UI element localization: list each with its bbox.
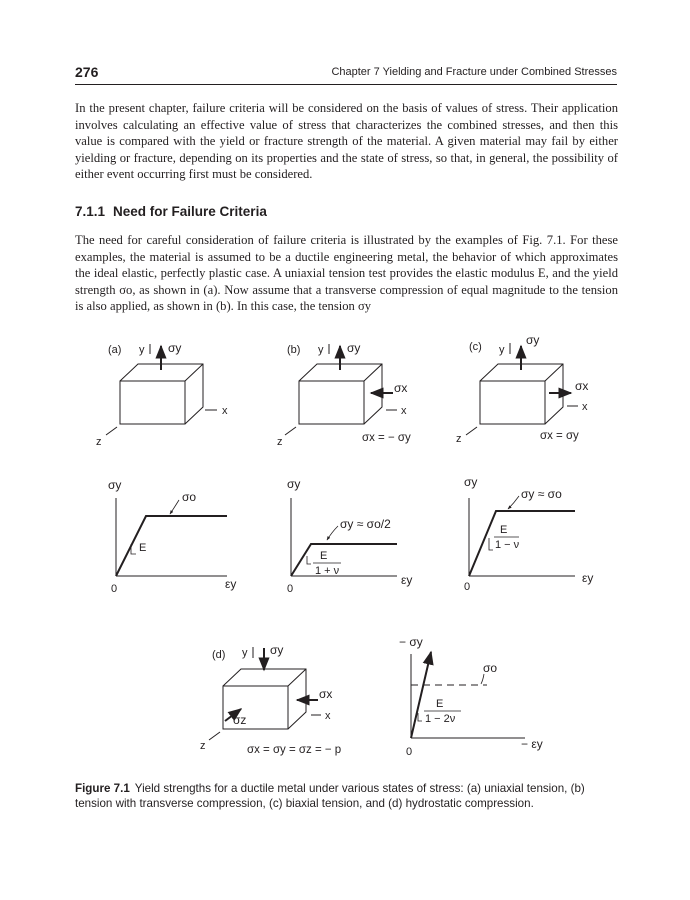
- cube-d-condition: σx = σy = σz = − p: [247, 744, 342, 756]
- graph-c-y-label: σy: [464, 475, 478, 489]
- cube-b-x-axis: x: [401, 405, 407, 417]
- cube-d-label: (d): [212, 649, 226, 661]
- graph-c-yield: σy ≈ σo: [521, 487, 562, 501]
- graph-a-slope: E: [139, 542, 147, 554]
- running-head: Chapter 7 Yielding and Fracture under Combined Stresses: [331, 66, 617, 78]
- cube-c-sigma-x: σx: [575, 379, 589, 393]
- cube-d-z-axis: z: [200, 740, 206, 752]
- graph-d-slope-num: E: [436, 698, 444, 710]
- cube-a-x-axis: x: [222, 405, 228, 417]
- section-title: Need for Failure Criteria: [113, 204, 267, 219]
- cube-c-z-axis: z: [456, 433, 462, 445]
- graph-b: [287, 477, 412, 595]
- cube-b-condition: σx = − σy: [362, 432, 411, 444]
- cube-d-sigma-y: σy: [270, 643, 284, 657]
- graph-a-curve: [116, 516, 227, 576]
- graph-d-origin: 0: [406, 746, 413, 758]
- cube-a-z-axis: z: [96, 436, 102, 448]
- graph-b-slope-den: 1 + ν: [315, 565, 340, 577]
- header-rule: [75, 84, 617, 85]
- graph-b-yield: σy ≈ σo/2: [340, 517, 391, 531]
- graph-a-y-label: σy: [108, 478, 122, 492]
- graph-c-slope-num: E: [500, 524, 508, 536]
- graph-c-slope-den: 1 − ν: [495, 539, 520, 551]
- cube-a-label: (a): [108, 344, 122, 356]
- graph-d-x-label: − εy: [521, 737, 543, 751]
- paragraph-intro: In the present chapter, failure criteria will be considered on the basis of values of stress. Their application involves calculating an effective value of stress that characterizes the combined stresses, and then this value is compared with the yield or fracture strength of the material. A given material may fail by either yielding or fracture, depending on its properties and the state of stress, so that, in general, the possibility of either event occurring first must be considered.: [75, 101, 618, 182]
- graph-c-curve: [469, 511, 575, 576]
- graph-d-curve: [411, 652, 431, 738]
- cube-d-sigma-x: σx: [319, 687, 333, 701]
- cube-c-y-axis: y: [499, 344, 505, 356]
- cube-diagram-d: [200, 643, 341, 756]
- cube-b-z-axis: z: [277, 436, 283, 448]
- figure-caption: [75, 781, 615, 812]
- paragraph-failure-criteria: The need for careful consideration of failure criteria is illustrated by the examples of Fig. 7.1. For these examples, the material is assumed to be a ductile engineering metal, the behavior of which approximates the ideal elastic, perfectly plastic case. A uniaxial tension test provides the elastic modulus E, and the yield strength σo, as shown in (a). Now assume that a transverse compression of equal magnitude to the tension is also applied, as shown in (b). In this case, the tension σy: [75, 233, 618, 314]
- cube-c-sigma-y: σy: [526, 333, 540, 347]
- graph-b-slope-num: E: [320, 550, 328, 562]
- figure-caption-label: Figure 7.1: [75, 782, 130, 795]
- page-number: 276: [75, 64, 99, 80]
- cube-a-y-axis: y: [139, 344, 145, 356]
- cube-diagram-c: [456, 333, 588, 445]
- cube-d-sigma-z: σz: [233, 713, 247, 727]
- cube-c-x-axis: x: [582, 401, 588, 413]
- graph-c: [464, 475, 593, 593]
- cube-b-sigma-y: σy: [347, 341, 361, 355]
- cube-b-y-axis: y: [318, 344, 324, 356]
- graph-d-slope-den: 1 − 2ν: [425, 713, 456, 725]
- cube-diagram-b: [277, 341, 411, 448]
- graph-d: [399, 635, 543, 758]
- section-heading: [75, 204, 267, 219]
- graph-a-origin: 0: [111, 583, 118, 595]
- graph-d-y-label: − σy: [399, 635, 423, 649]
- cube-b-sigma-x: σx: [394, 381, 408, 395]
- cube-c-condition: σx = σy: [540, 430, 579, 442]
- graph-a: [108, 478, 236, 595]
- graph-c-origin: 0: [464, 581, 471, 593]
- graph-b-y-label: σy: [287, 477, 301, 491]
- cube-a-sigma-y: σy: [168, 341, 182, 355]
- section-number: 7.1.1: [75, 204, 106, 219]
- graph-d-yield: σo: [483, 661, 498, 675]
- cube-d-y-axis: y: [242, 647, 248, 659]
- graph-a-yield: σo: [182, 490, 197, 504]
- graph-c-x-label: εy: [582, 571, 594, 585]
- cube-b-label: (b): [287, 344, 301, 356]
- cube-d-x-axis: x: [325, 710, 331, 722]
- cube-c-label: (c): [469, 341, 482, 353]
- page-header: [75, 64, 617, 84]
- figure-caption-text: Yield strengths for a ductile metal under various states of stress: (a) uniaxial tension, (b) tension with transverse compression, (c) biaxial tension, and (d) hydrostatic compression.: [75, 782, 585, 811]
- graph-b-origin: 0: [287, 583, 294, 595]
- cube-diagram-a: [96, 341, 228, 448]
- graph-b-x-label: εy: [401, 573, 413, 587]
- figure-7-1: [75, 318, 615, 770]
- graph-a-x-label: εy: [225, 577, 237, 591]
